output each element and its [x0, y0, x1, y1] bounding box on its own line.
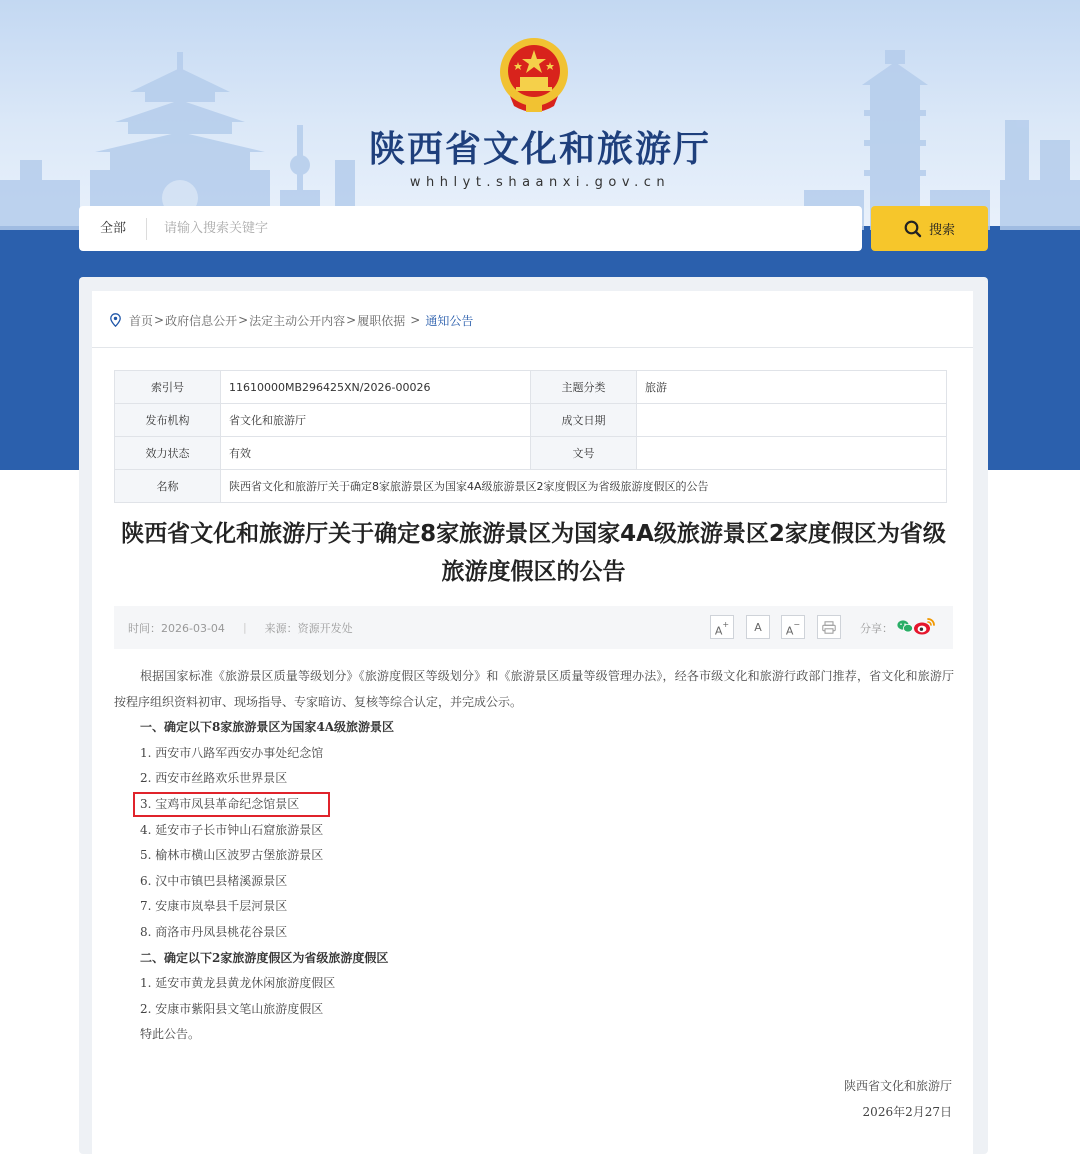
font-size-medium-button[interactable]: A: [746, 615, 770, 639]
closing-text: 特此公告。: [140, 1027, 201, 1042]
search-scope-select[interactable]: 全部: [79, 218, 147, 240]
article-body: [114, 664, 954, 1048]
breadcrumb-separator: >: [410, 313, 421, 327]
table-row: [115, 371, 947, 404]
list-item: 6. 汉中市镇巴县楮溪源景区: [140, 873, 288, 888]
document-meta-table: [114, 370, 947, 503]
search-input[interactable]: [147, 209, 862, 249]
search-icon: [904, 220, 922, 238]
meta-key-date: 成文日期: [531, 404, 637, 437]
meta-value-name: 陕西省文化和旅游厅关于确定8家旅游景区为国家4A级旅游景区2家度假区为省级旅游度假区的公告: [221, 470, 947, 503]
list-item: 2. 西安市丝路欢乐世界景区: [140, 771, 288, 786]
weibo-icon[interactable]: [913, 616, 937, 636]
meta-key-publisher: 发布机构: [115, 404, 221, 437]
minus-icon: −: [793, 620, 801, 629]
list-item: 4. 延安市子长市钟山石窟旅游景区: [140, 822, 324, 837]
meta-value-index: 11610000MB296425XN/2026-00026: [221, 371, 531, 404]
article-source: 来源：资源开发处: [264, 621, 353, 635]
list-item: 1. 延安市黄龙县黄龙休闲旅游度假区: [140, 976, 336, 991]
print-button[interactable]: [817, 615, 841, 639]
printer-icon: [822, 621, 836, 634]
font-size-small-button[interactable]: A−: [781, 615, 805, 639]
breadcrumb-item-home[interactable]: 首页: [129, 313, 154, 328]
list-item: 1. 西安市八路军西安办事处纪念馆: [140, 745, 324, 760]
meta-key-topic: 主题分类: [531, 371, 637, 404]
breadcrumb-item-public-content[interactable]: 法定主动公开内容: [249, 313, 346, 328]
highlight-box: [133, 792, 330, 817]
breadcrumb-divider: [92, 347, 973, 348]
publish-time: 时间：2026-03-04: [128, 621, 225, 635]
breadcrumb-separator: >: [154, 313, 165, 327]
table-row: [115, 404, 947, 437]
search-button[interactable]: [871, 206, 988, 251]
list-item: 5. 榆林市横山区波罗古堡旅游景区: [140, 848, 324, 863]
search-button-label: 搜索: [928, 223, 955, 238]
list-item: 3. 宝鸡市凤县革命纪念馆景区: [140, 796, 300, 811]
meta-value-date: [637, 404, 947, 437]
meta-value-status: 有效: [221, 437, 531, 470]
font-size-large-button[interactable]: A+: [710, 615, 734, 639]
table-row: [115, 470, 947, 503]
meta-value-publisher: 省文化和旅游厅: [221, 404, 531, 437]
meta-key-status: 效力状态: [115, 437, 221, 470]
meta-key-index: 索引号: [115, 371, 221, 404]
breadcrumb: [110, 311, 473, 329]
share-label: 分享：: [860, 622, 893, 635]
breadcrumb-item-duty-basis[interactable]: 履职依据: [357, 313, 406, 328]
meta-value-topic: 旅游: [637, 371, 947, 404]
site-domain: whhlyt.shaanxi.gov.cn: [409, 175, 671, 190]
list-item: 7. 安康市岚皋县千层河景区: [140, 899, 288, 914]
wechat-icon[interactable]: [897, 620, 913, 633]
section1-heading: 一、确定以下8家旅游景区为国家4A级旅游景区: [140, 720, 395, 735]
breadcrumb-separator: >: [346, 313, 357, 327]
breadcrumb-item-gov-info[interactable]: 政府信息公开: [165, 313, 238, 328]
plus-icon: +: [722, 620, 730, 629]
signature: 陕西省文化和旅游厅: [843, 1079, 952, 1093]
meta-value-docno: [637, 437, 947, 470]
list-item: 8. 商洛市丹凤县桃花谷景区: [140, 924, 288, 939]
search-box: [79, 206, 862, 251]
breadcrumb-separator: >: [238, 313, 249, 327]
meta-key-docno: 文号: [531, 437, 637, 470]
article-title: 陕西省文化和旅游厅关于确定8家旅游景区为国家4A级旅游景区2家度假区为省级旅游度假区的公告: [121, 521, 946, 585]
meta-key-name: 名称: [115, 470, 221, 503]
sign-date: 2026年2月27日: [862, 1105, 952, 1119]
list-item: 2. 安康市紫阳县文笔山旅游度假区: [140, 1001, 324, 1016]
section2-heading: 二、确定以下2家旅游度假区为省级旅游度假区: [140, 950, 389, 965]
location-pin-icon: [110, 313, 121, 327]
national-emblem-icon: [496, 34, 572, 114]
article-intro-paragraph: 根据国家标准《旅游景区质量等级划分》《旅游度假区等级划分》和《旅游景区质量等级管理办法》，经各市级文化和旅游行政部门推荐，省文化和旅游厅按程序组织资料初审、现场指导、专家暗访、复核等综合认定，并完成公示。: [114, 669, 954, 709]
site-title: 陕西省文化和旅游厅: [368, 129, 711, 170]
table-row: [115, 437, 947, 470]
breadcrumb-item-current[interactable]: 通知公告: [425, 313, 474, 328]
info-separator: |: [242, 621, 247, 634]
